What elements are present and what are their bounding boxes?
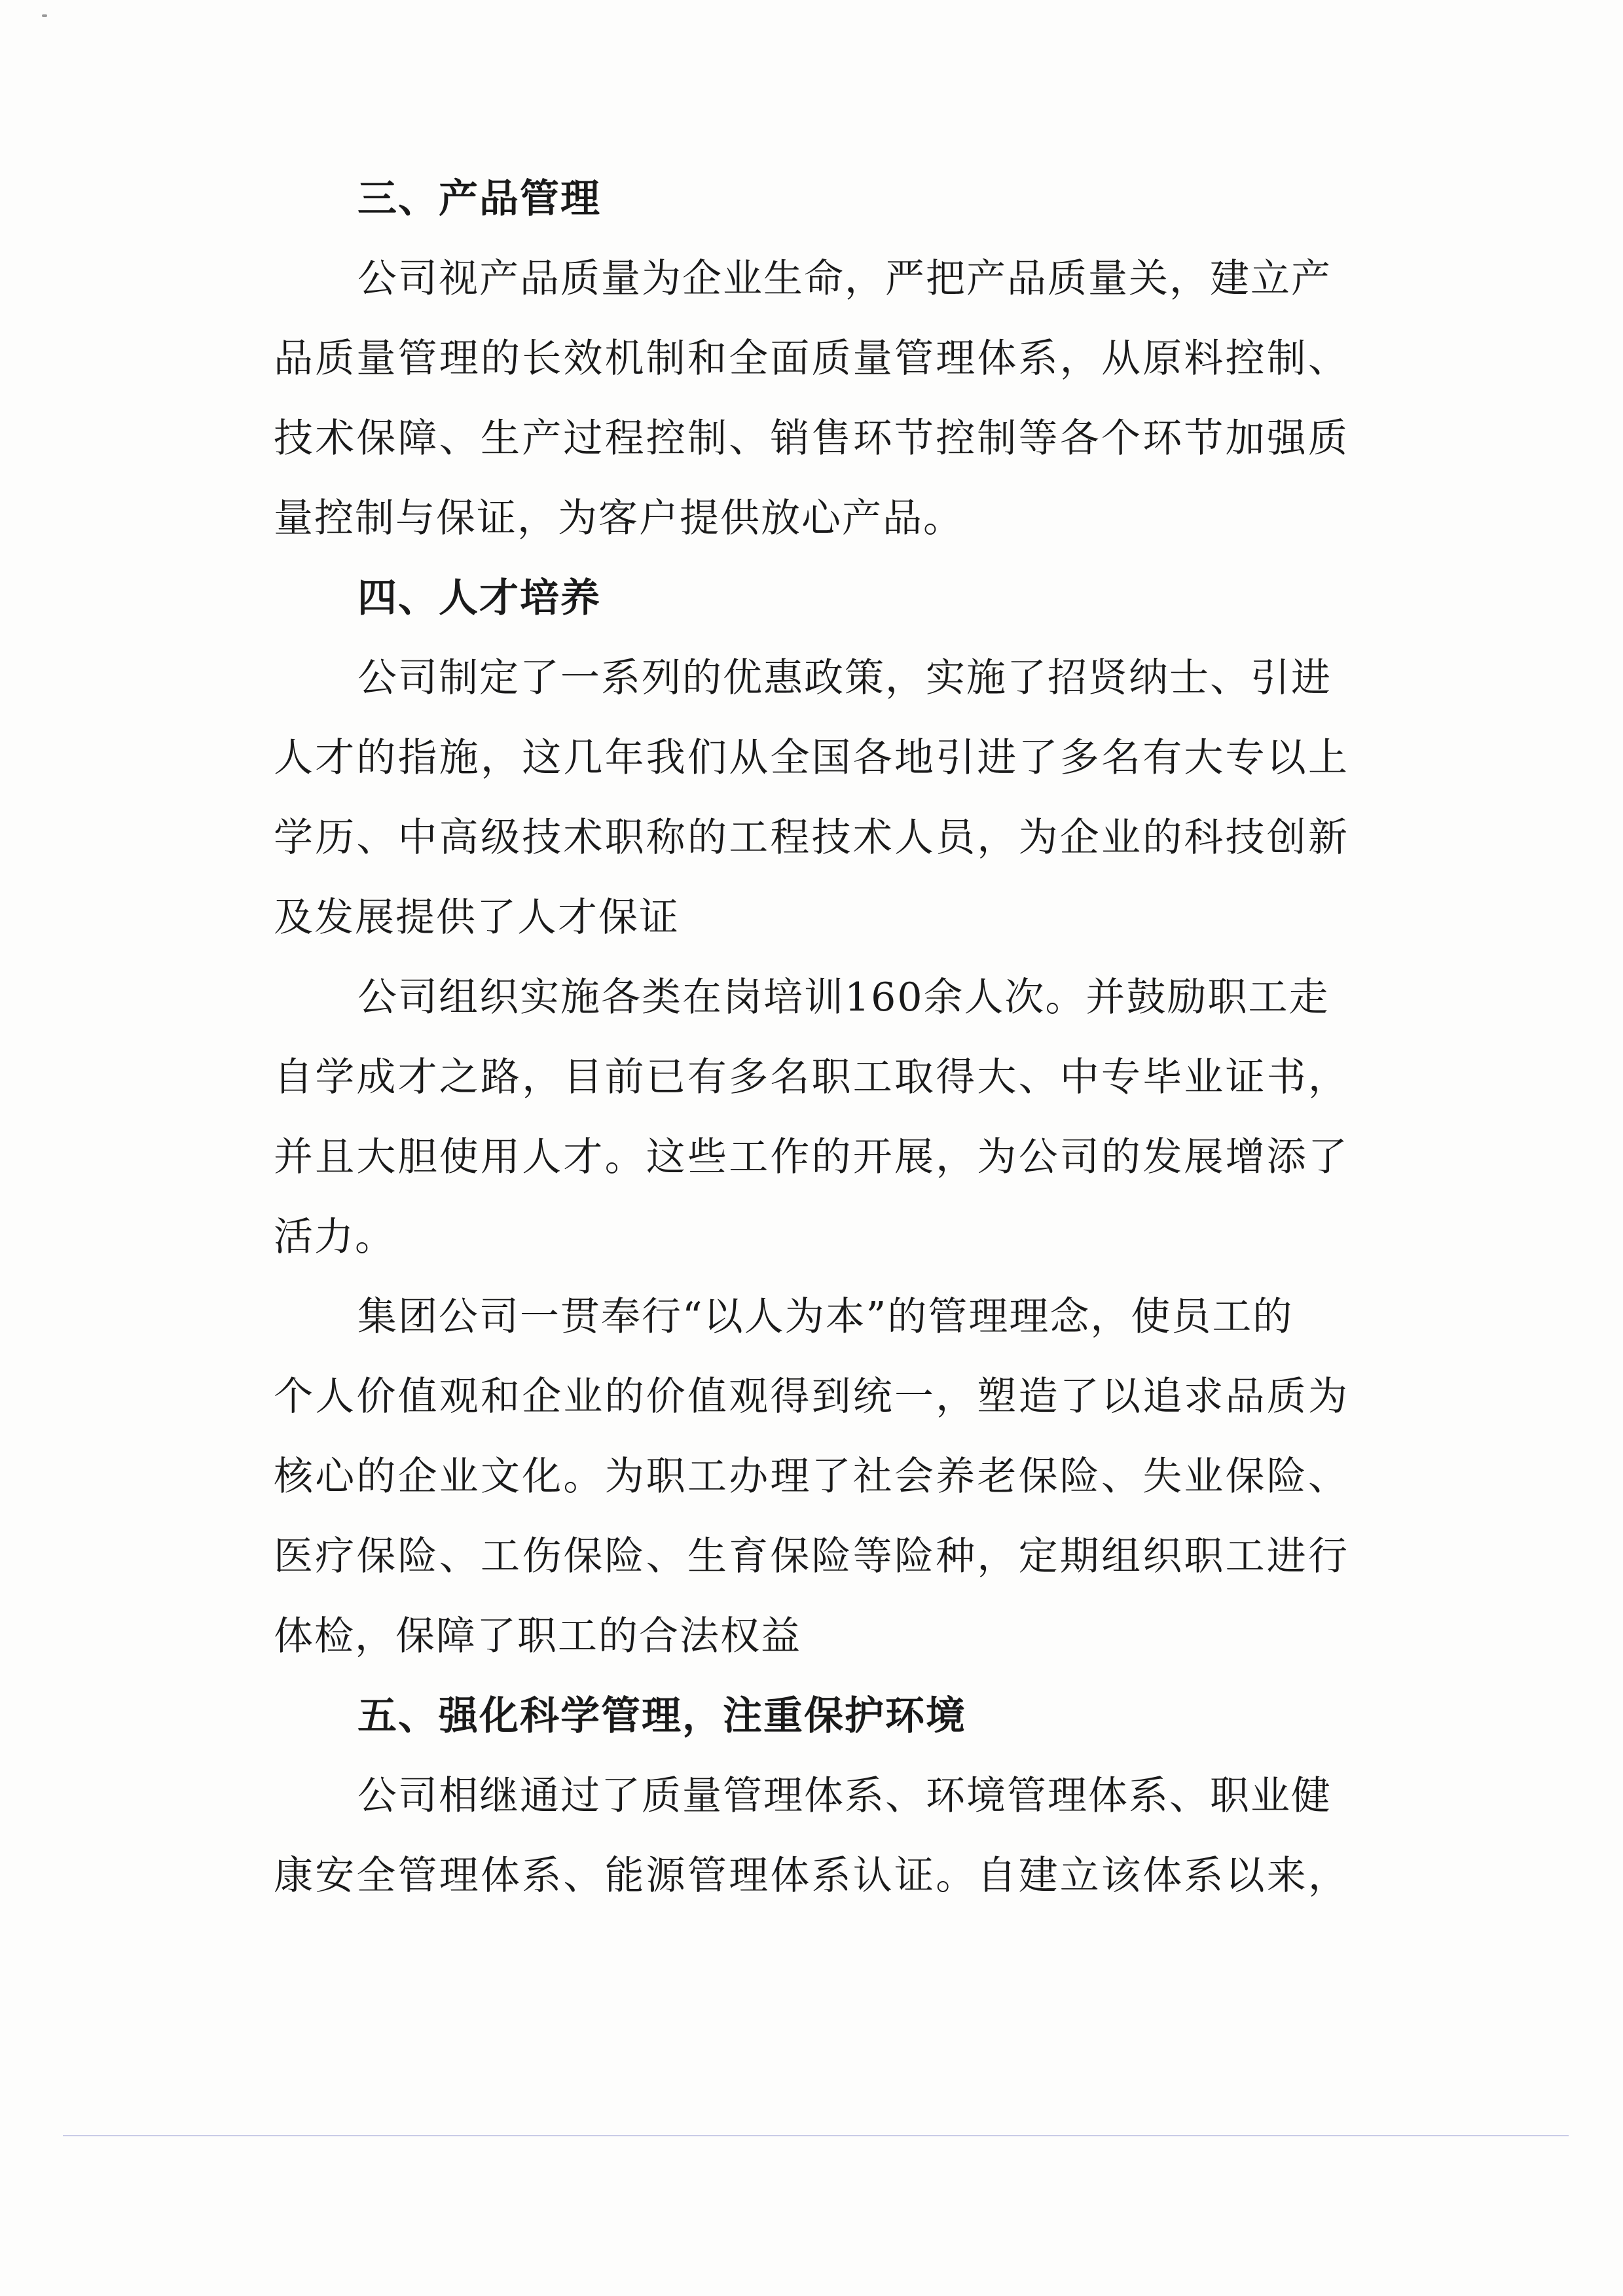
paragraph-line: 公司视产品质量为企业生命，严把产品质量关，建立产 (357, 256, 1332, 302)
scan-edge-line (63, 2135, 1569, 2136)
paragraph-line: 人才的指施，这几年我们从全国各地引进了多名有大专以上 (274, 735, 1347, 781)
paragraph-line: 公司组织实施各类在岗培训160余人次。并鼓励职工走 (357, 975, 1330, 1020)
paragraph-line: 并且大胆使用人才。这些工作的开展，为公司的发展增添了 (274, 1134, 1347, 1180)
paragraph-line: 体检，保障了职工的合法权益 (274, 1613, 801, 1659)
section-heading-talent-training: 四、人才培养 (357, 575, 601, 621)
scan-dot (42, 14, 47, 17)
paragraph-line: 技术保障、生产过程控制、销售环节控制等各个环节加强质 (274, 416, 1347, 461)
paragraph-line: 康安全管理体系、能源管理体系认证。自建立该体系以来， (274, 1853, 1347, 1899)
paragraph-line: 及发展提供了人才保证 (274, 895, 680, 941)
paragraph-line: 核心的企业文化。为职工办理了社会养老保险、失业保险、 (274, 1454, 1347, 1499)
section-heading-management-environment: 五、强化科学管理，注重保护环境 (357, 1693, 966, 1739)
paragraph-line: 自学成才之路，目前已有多名职工取得大、中专毕业证书， (274, 1054, 1347, 1100)
paragraph-line: 量控制与保证，为客户提供放心产品。 (274, 495, 964, 541)
paragraph-line: 活力。 (274, 1214, 395, 1260)
paragraph-line: 个人价值观和企业的价值观得到统一，塑造了以追求品质为 (274, 1374, 1347, 1420)
paragraph-line: 公司相继通过了质量管理体系、环境管理体系、职业健 (357, 1773, 1332, 1819)
paragraph-line: 医疗保险、工伤保险、生育保险等险种，定期组织职工进行 (274, 1534, 1347, 1579)
paragraph-line: 公司制定了一系列的优惠政策，实施了招贤纳士、引进 (357, 655, 1332, 701)
paragraph-line: 集团公司一贯奉行“以人为本”的管理理念，使员工的 (357, 1294, 1294, 1340)
section-heading-product-management: 三、产品管理 (357, 176, 601, 222)
paragraph-line: 学历、中高级技术职称的工程技术人员，为企业的科技创新 (274, 815, 1347, 861)
paragraph-line: 品质量管理的长效机制和全面质量管理体系，从原料控制、 (274, 336, 1347, 382)
